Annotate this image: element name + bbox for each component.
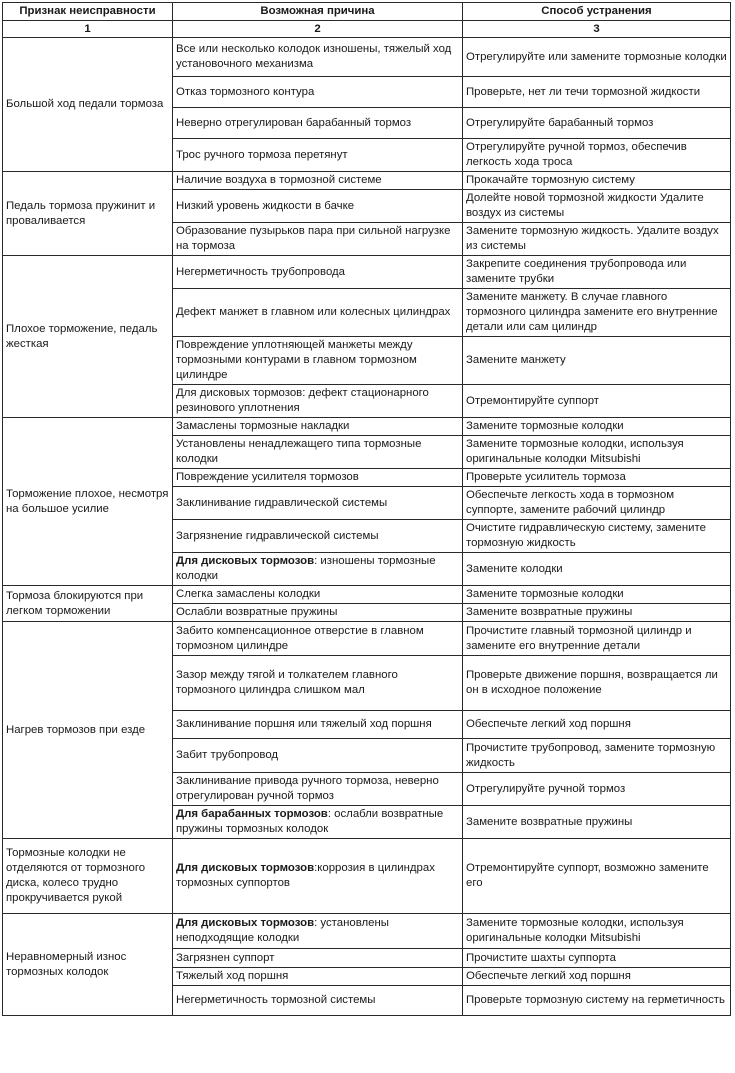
cause-text: : установлены неподходящие колодки [176, 917, 389, 944]
fix-cell: Обеспечьте легкий ход поршня [463, 711, 731, 739]
fix-cell: Проверьте, нет ли течи тормозной жидкости [463, 77, 731, 108]
header-symptom: Признак неисправности [3, 3, 173, 21]
column-number-3: 3 [463, 21, 731, 38]
table-header [3, 3, 731, 38]
fix-cell: Отремонтируйте суппорт, возможно замените его [463, 839, 731, 914]
header-row [3, 3, 731, 21]
table-body [3, 38, 731, 1016]
cause-text: :коррозия в цилиндрах тормозных суппортов [176, 862, 435, 889]
header-cause: Возможная причина [173, 3, 463, 21]
fix-cell: Прокачайте тормозную систему [463, 172, 731, 190]
fix-cell: Замените тормозную жидкость. Удалите воздух из системы [463, 223, 731, 256]
table-row [3, 839, 731, 914]
fault-table [2, 2, 731, 1016]
symptom-cell: Тормозные колодки не отделяются от тормозного диска, колесо трудно прокручивается рукой [3, 839, 173, 914]
symptom-cell: Большой ход педали тормоза [3, 38, 173, 172]
header-fix: Способ устранения [463, 3, 731, 21]
cause-cell: Повреждение усилителя тормозов [173, 469, 463, 487]
cause-cell: Дефект манжет в главном или колесных цилиндрах [173, 289, 463, 337]
table-row [3, 914, 731, 949]
column-number-2: 2 [173, 21, 463, 38]
cause-cell: Повреждение уплотняющей манжеты между тормозными контурами в главном тормозном цилиндре [173, 337, 463, 385]
cause-cell: Забито компенсационное отверстие в главном тормозном цилиндре [173, 622, 463, 656]
cause-cell [173, 553, 463, 586]
fix-cell: Проверьте движение поршня, возвращается ли он в исходное положение [463, 656, 731, 711]
fix-cell: Прочистите шахты суппорта [463, 949, 731, 968]
fix-cell: Замените возвратные пружины [463, 806, 731, 839]
table-row [3, 586, 731, 604]
cause-cell [173, 839, 463, 914]
cause-cell: Тяжелый ход поршня [173, 968, 463, 986]
fix-cell: Обеспечьте легкий ход поршня [463, 968, 731, 986]
symptom-cell: Педаль тормоза пружинит и проваливается [3, 172, 173, 256]
cause-cell: Забит трубопровод [173, 739, 463, 773]
cause-cell: Зазор между тягой и толкателем главного тормозного цилиндра слишком мал [173, 656, 463, 711]
fix-cell: Отрегулируйте или замените тормозные колодки [463, 38, 731, 77]
cause-cell [173, 914, 463, 949]
symptom-cell: Плохое торможение, педаль жесткая [3, 256, 173, 418]
cause-cell: Заклинивание гидравлической системы [173, 487, 463, 520]
fix-cell: Отремонтируйте суппорт [463, 385, 731, 418]
cause-cell: Загрязнение гидравлической системы [173, 520, 463, 553]
cause-cell: Для дисковых тормозов: дефект стационарного резинового уплотнения [173, 385, 463, 418]
table-row [3, 418, 731, 436]
cause-bold-prefix: Для дисковых тормозов [176, 555, 315, 567]
cause-cell: Установлены ненадлежащего типа тормозные колодки [173, 436, 463, 469]
cause-text: : ослабли возвратные пружины тормозных колодок [176, 808, 444, 835]
fix-cell: Замените манжету. В случае главного тормозного цилиндра замените его внутренние детали или сам цилиндр [463, 289, 731, 337]
fix-cell: Замените возвратные пружины [463, 604, 731, 622]
table-row [3, 38, 731, 77]
cause-text: : изношены тормозные колодки [176, 555, 436, 582]
table-row [3, 622, 731, 656]
fix-cell: Закрепите соединения трубопровода или замените трубки [463, 256, 731, 289]
cause-cell: Наличие воздуха в тормозной системе [173, 172, 463, 190]
cause-bold-prefix: Для дисковых тормозов [176, 862, 315, 874]
fix-cell: Обеспечьте легкость хода в тормозном суппорте, замените рабочий цилиндр [463, 487, 731, 520]
cause-cell: Негерметичность трубопровода [173, 256, 463, 289]
cause-cell: Слегка замаслены колодки [173, 586, 463, 604]
cause-bold-prefix: Для барабанных тормозов [176, 808, 328, 820]
cause-cell: Низкий уровень жидкости в бачке [173, 190, 463, 223]
symptom-cell: Нагрев тормозов при езде [3, 622, 173, 839]
cause-cell: Заклинивание привода ручного тормоза, неверно отрегулирован ручной тормоз [173, 773, 463, 806]
fix-cell: Замените манжету [463, 337, 731, 385]
fix-cell: Долейте новой тормозной жидкости Удалите воздух из системы [463, 190, 731, 223]
fix-cell: Замените колодки [463, 553, 731, 586]
fix-cell: Прочистите трубопровод, замените тормозную жидкость [463, 739, 731, 773]
cause-cell: Негерметичность тормозной системы [173, 986, 463, 1016]
fix-cell: Замените тормозные колодки, используя оригинальные колодки Mitsubishi [463, 436, 731, 469]
fix-cell: Проверьте усилитель тормоза [463, 469, 731, 487]
cause-cell: Все или несколько колодок изношены, тяжелый ход установочного механизма [173, 38, 463, 77]
cause-cell: Загрязнен суппорт [173, 949, 463, 968]
fix-cell: Отрегулируйте ручной тормоз, обеспечив легкость хода троса [463, 139, 731, 172]
cause-cell: Ослабли возвратные пружины [173, 604, 463, 622]
cause-bold-prefix: Для дисковых тормозов [176, 917, 315, 929]
table-row [3, 256, 731, 289]
cause-cell: Замаслены тормозные накладки [173, 418, 463, 436]
cause-cell: Трос ручного тормоза перетянут [173, 139, 463, 172]
fix-cell: Отрегулируйте барабанный тормоз [463, 108, 731, 139]
cause-cell: Заклинивание поршня или тяжелый ход поршня [173, 711, 463, 739]
symptom-cell: Тормоза блокируются при легком торможении [3, 586, 173, 622]
cause-cell: Неверно отрегулирован барабанный тормоз [173, 108, 463, 139]
fix-cell: Замените тормозные колодки, используя оригинальные колодки Mitsubishi [463, 914, 731, 949]
fix-cell: Замените тормозные колодки [463, 418, 731, 436]
fix-cell: Прочистите главный тормозной цилиндр и замените его внутренние детали [463, 622, 731, 656]
cause-cell [173, 806, 463, 839]
fix-cell: Очистите гидравлическую систему, замените тормозную жидкость [463, 520, 731, 553]
symptom-cell: Торможение плохое, несмотря на большое усилие [3, 418, 173, 586]
cause-cell: Образование пузырьков пара при сильной нагрузке на тормоза [173, 223, 463, 256]
cause-cell: Отказ тормозного контура [173, 77, 463, 108]
column-number-1: 1 [3, 21, 173, 38]
column-number-row [3, 21, 731, 38]
fix-cell: Замените тормозные колодки [463, 586, 731, 604]
table-row [3, 172, 731, 190]
fix-cell: Отрегулируйте ручной тормоз [463, 773, 731, 806]
symptom-cell: Неравномерный износ тормозных колодок [3, 914, 173, 1016]
fix-cell: Проверьте тормозную систему на герметичность [463, 986, 731, 1016]
